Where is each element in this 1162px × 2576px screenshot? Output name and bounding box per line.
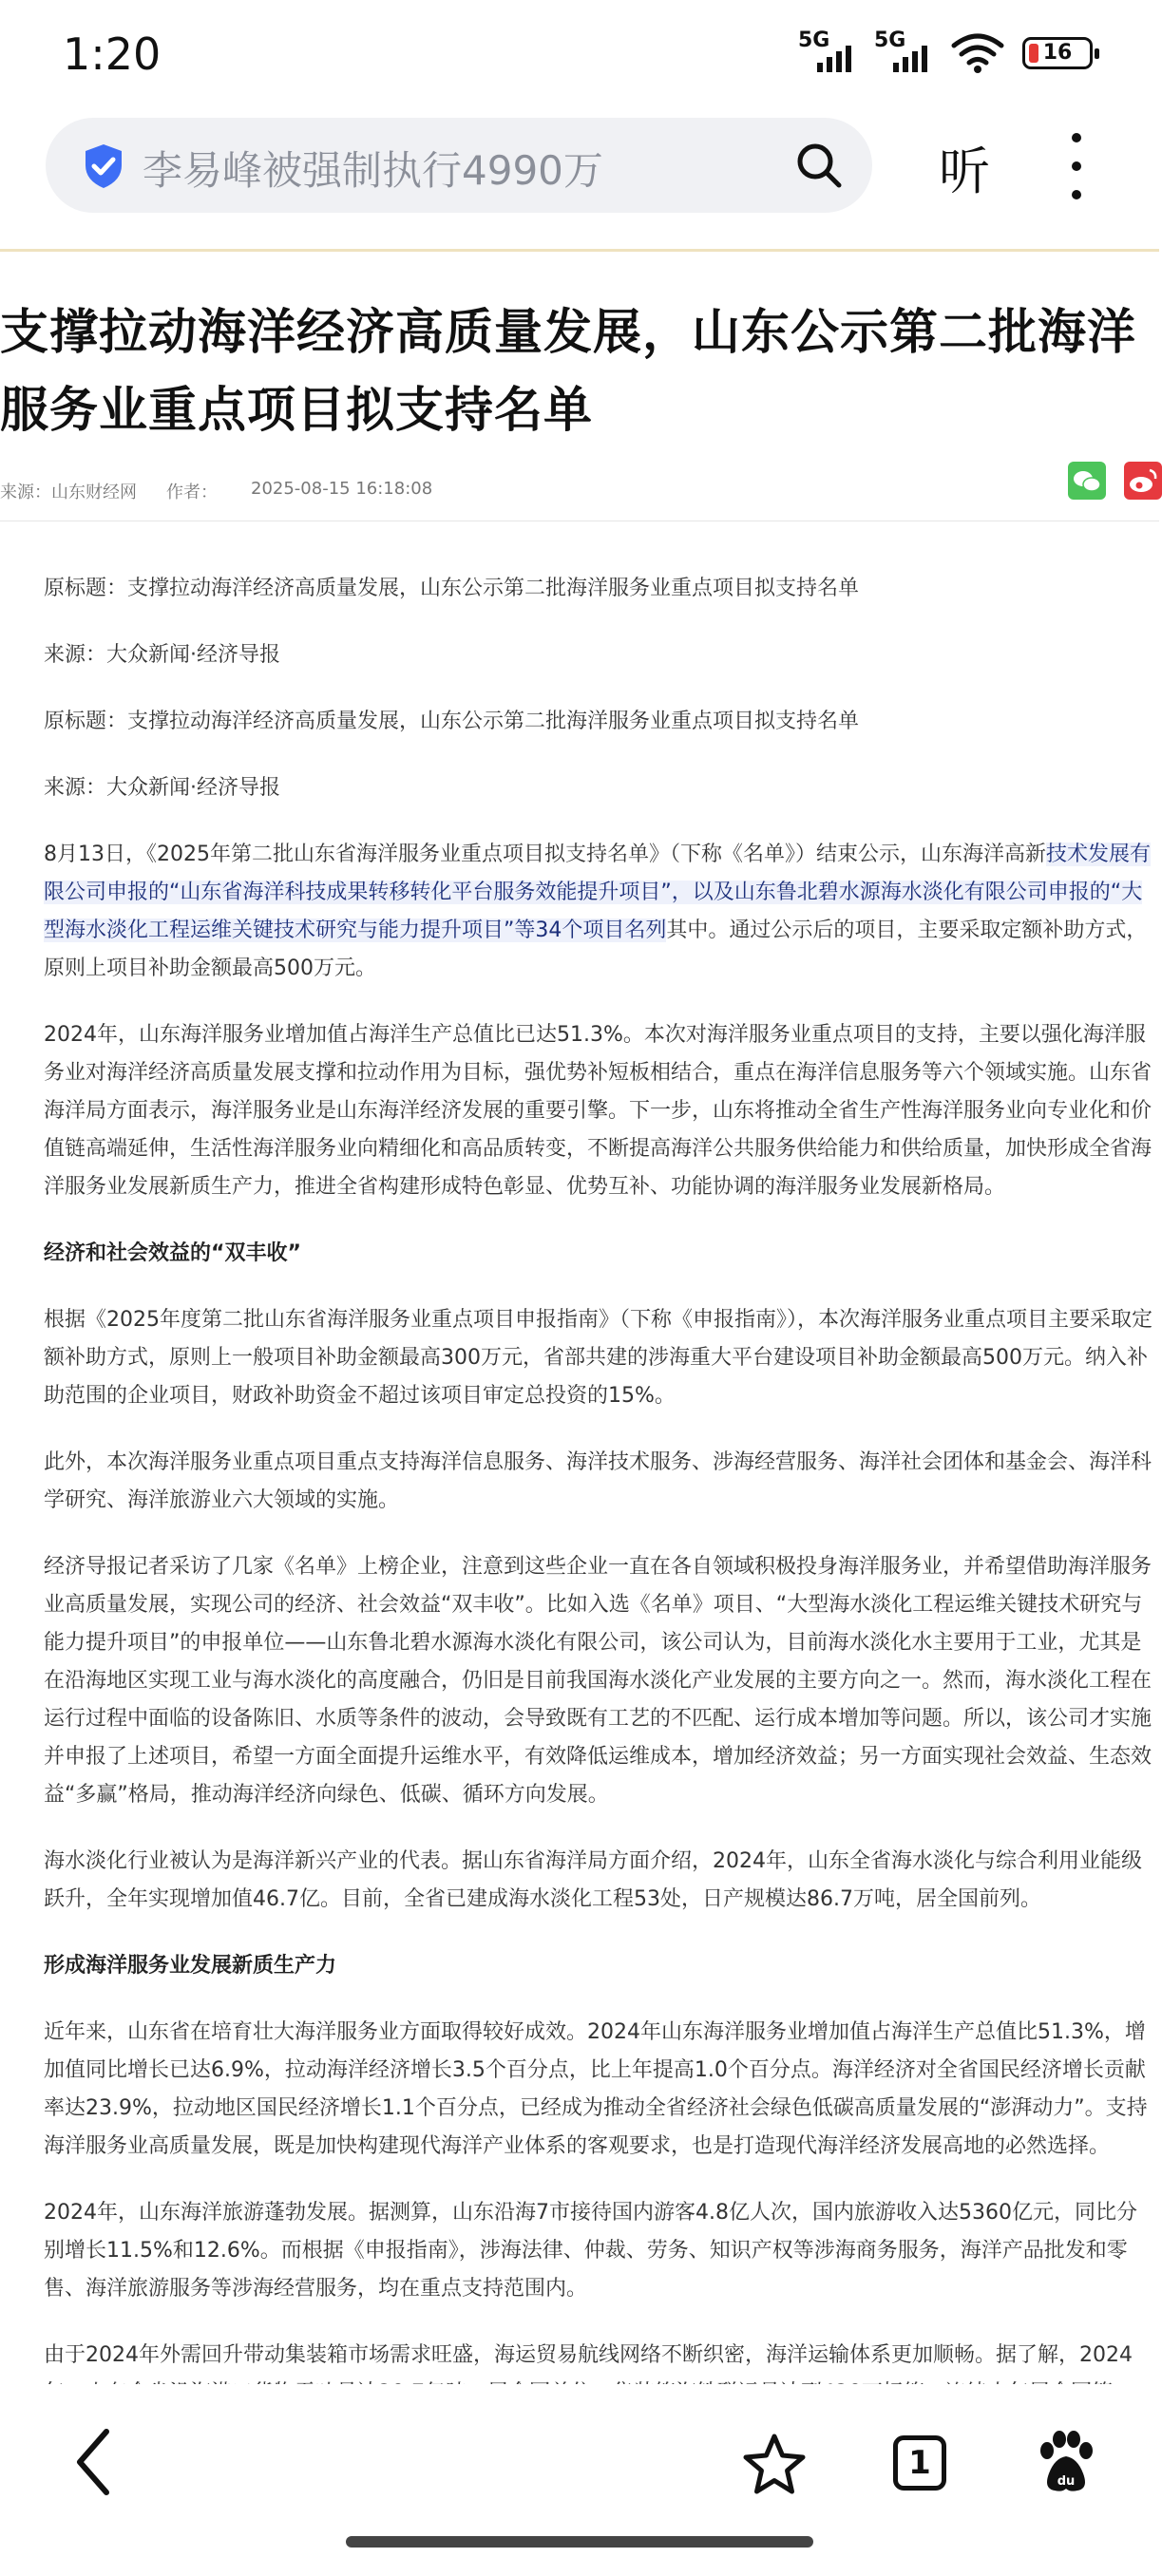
network-type-label: 5G — [798, 28, 830, 52]
paragraph: 此外，本次海洋服务业重点项目重点支持海洋信息服务、海洋技术服务、涉海经营服务、海洋社会团体和基金会、海洋科学研究、海洋旅游业六大领域的实施。 — [44, 1450, 1152, 1512]
paragraph: 经济导报记者采访了几家《名单》上榜企业，注意到这些企业一直在各自领域积极投身海洋服务业，并希望借助海洋服务业高质量发展，实现公司的经济、社会效益“双丰收”。比如入选《名单》项目、“大型海水淡化工程运维关键技术研究与能力提升项目”的申报单位——山东鲁北碧水源海水淡化有限公司，该公司认为，目前海水淡化水主要用于工业，尤其是在沿海地区实现工业与海水淡化的高度融合，仍旧是目前我国海水淡化产业发展的主要方向之一。然而，海水淡化工程在运行过程中面临的设备陈旧、水质等条件的波动，会导致既有工艺的不匹配、运行成本增加等问题。所以，该公司才实施并申报了上述项目，希望一方面全面提升运维水平，有效降低运维成本，增加经济效益；另一方面实现社会效益、生态效益“多赢”格局，推动海洋经济向绿色、低碳、循环方向发展。 — [44, 1555, 1152, 1807]
section-heading: 形成海洋服务业发展新质生产力 — [44, 1954, 337, 1978]
paragraph: 根据《2025年度第二批山东省海洋服务业重点项目申报指南》（下称《申报指南》），本次海洋服务业重点项目主要采取定额补助方式，原则上一般项目补助金额最高300万元，省部共建的涉海重大平台建设项目补助金额最高500万元。纳入补助范围的企业项目，财政补助资金不超过该项目审定总投资的15%。 — [44, 1308, 1152, 1408]
article-datetime: 2025-08-15 16:18:08 — [251, 479, 433, 499]
baidu-paw-icon[interactable] — [1034, 2430, 1096, 2496]
article-body — [44, 570, 1155, 2451]
wifi-icon — [950, 32, 1005, 74]
paragraph: 原标题：支撑拉动海洋经济高质量发展，山东公示第二批海洋服务业重点项目拟支持名单 — [44, 577, 860, 600]
paragraph: 来源：大众新闻·经济导报 — [44, 643, 280, 667]
paragraph-text: 8月13日，《2025年第二批山东省海洋服务业重点项目拟支持名单》（下称《名单》）结束公示，山东海洋高新 — [44, 843, 1046, 866]
wechat-share-icon[interactable] — [1068, 462, 1106, 500]
search-query[interactable]: 李易峰被强制执行4990万 — [143, 147, 603, 194]
battery-icon — [1022, 37, 1093, 69]
more-menu-icon[interactable] — [1062, 133, 1091, 199]
search-icon[interactable] — [794, 141, 844, 190]
paragraph: 由于2024年外需回升带动集装箱市场需求旺盛，海运贸易航线网络不断织密，海洋运输体系更加顺畅。据了解，2024 — [44, 2343, 1133, 2367]
paragraph: 2024年，山东海洋服务业增加值占海洋生产总值比已达51.3%。本次对海洋服务业重点项目的支持，主要以强化海洋服务业对海洋经济高质量发展支撑和拉动作用为目标，强优势补短板相结合，重点在海洋信息服务等六个领域实施。山东省海洋局方面表示，海洋服务业是山东海洋经济发展的重要引擎。下一步，山东将推动全省生产性海洋服务业向专业化和价值链高端延伸，生活性海洋服务业向精细化和高品质转变，不断提高海洋公共服务供给能力和供给质量，加快形成全省海洋服务业发展新质生产力，推进全省构建形成特色彰显、优势互补、功能协调的海洋服务业发展新格局。 — [44, 1023, 1152, 1199]
paragraph: 海水淡化行业被认为是海洋新兴产业的代表。据山东省海洋局方面介绍，2024年，山东全省海水淡化与综合利用业能级跃升，全年实现增加值46.7亿。目前，全省已建成海水淡化工程53处，日产规模达86.7万吨，居全国前列。 — [44, 1849, 1142, 1911]
home-indicator[interactable] — [346, 2536, 813, 2548]
paragraph: 来源：大众新闻·经济导报 — [44, 776, 280, 800]
network-type-label: 5G — [874, 28, 906, 52]
paragraph: 2024年，山东海洋旅游蓬勃发展。据测算，山东沿海7市接待国内游客4.8亿人次，国内旅游收入达5360亿元，同比分别增长11.5%和12.6%。而根据《申报指南》，涉海法律、仲裁、劳务、知识产权等涉海商务服务，海洋产品批发和零售、海洋旅游服务等涉海经营服务，均在重点支持范围内。 — [44, 2201, 1137, 2301]
svg-text:du: du — [1057, 2474, 1076, 2489]
search-bar[interactable] — [46, 118, 872, 213]
signal-icon — [874, 28, 933, 74]
battery-level: 16 — [1042, 41, 1073, 65]
bookmark-star-icon[interactable] — [741, 2432, 808, 2498]
weibo-share-icon[interactable] — [1124, 462, 1162, 500]
section-heading: 经济和社会效益的“双丰收” — [44, 1241, 301, 1265]
header-divider — [0, 249, 1159, 252]
tabs-button[interactable] — [893, 2435, 946, 2491]
status-bar — [0, 0, 1159, 114]
article-source: 来源：山东财经网 — [0, 483, 137, 502]
paragraph-text: 其中。通过公示后的项目，主要采取定额补助方式，原则上项目补助金额最高500万元。 — [44, 919, 1148, 980]
article-author: 作者： — [166, 483, 218, 502]
article-title: 支撑拉动海洋经济高质量发展，山东公示第二批海洋服务业重点项目拟支持名单 — [0, 305, 1137, 439]
back-arrow-icon[interactable] — [68, 2424, 118, 2500]
listen-button[interactable]: 听 — [939, 142, 990, 201]
status-icons — [798, 28, 1093, 74]
signal-icon — [798, 28, 857, 74]
paragraph: 近年来，山东省在培育壮大海洋服务业方面取得较好成效。2024年山东海洋服务业增加值占海洋生产总值比51.3%，增加值同比增长已达6.9%，拉动海洋经济增长3.5个百分点，比上年提高1.0个百分点。海洋经济对全省国民经济增长贡献率达23.9%，拉动地区国民经济增长1.1个百分点，已经成为推动全省经济社会绿色低碳高质量发展的“澎湃动力”。支持海洋服务业高质量发展，既是加快构建现代海洋产业体系的客观要求，也是打造现代海洋经济发展高地的必然选择。 — [44, 2020, 1148, 2158]
highlighted-text: 技术发展有限公司申报的“山东省海洋科技成果转移转化平台服务效能提升项目”，以及山东鲁北碧水源海水淡化有限公司申报的“大型海水淡化工程运维关键技术研究与能力提升项目”等34个项目名列 — [44, 843, 1151, 942]
tab-count: 1 — [908, 2444, 931, 2482]
status-time: 1:20 — [63, 28, 162, 80]
paragraph — [44, 836, 1155, 988]
paragraph: 原标题：支撑拉动海洋经济高质量发展，山东公示第二批海洋服务业重点项目拟支持名单 — [44, 710, 860, 733]
shield-icon — [82, 142, 125, 190]
